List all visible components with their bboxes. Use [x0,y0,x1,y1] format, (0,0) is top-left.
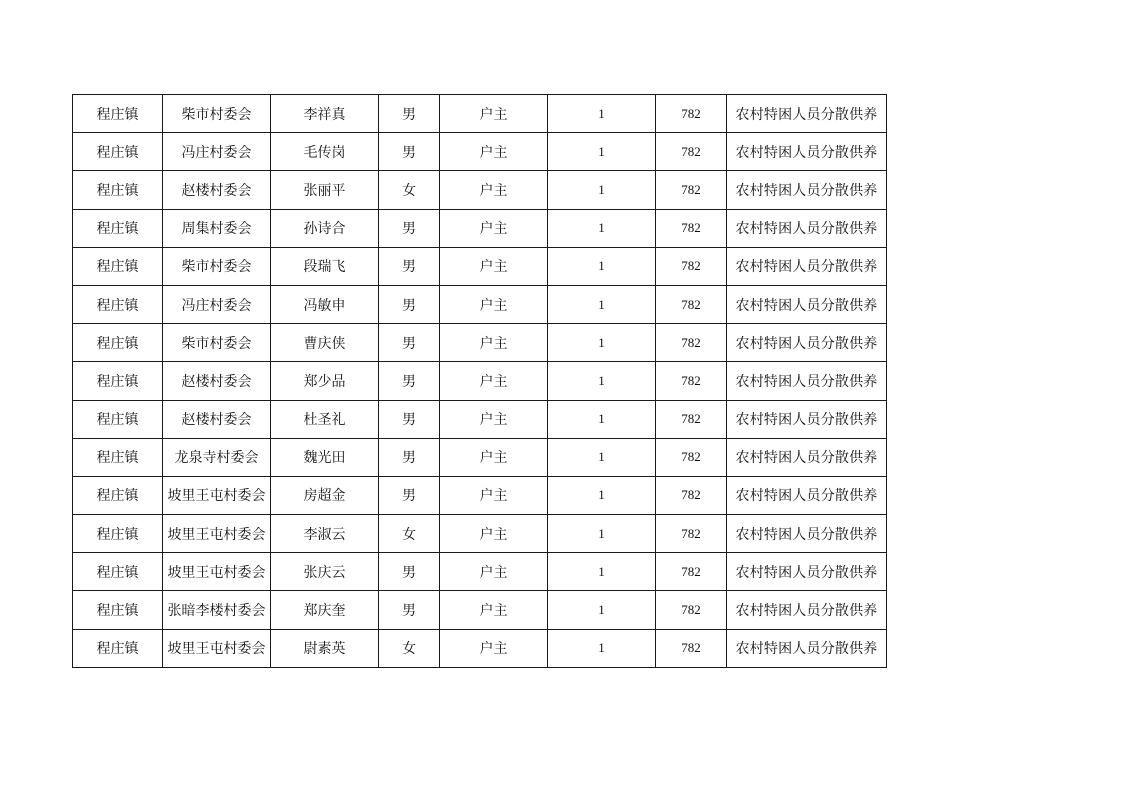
table-row [73,247,887,285]
gender-cell: 女 [379,629,440,667]
gender-cell: 男 [379,438,440,476]
gender-cell: 男 [379,247,440,285]
gender-cell: 男 [379,285,440,323]
village-committee-cell: 冯庄村委会 [163,133,271,171]
table-row [73,629,887,667]
name-cell: 孙诗合 [271,209,379,247]
table-row [73,553,887,591]
household-size-cell: 1 [548,133,656,171]
town-cell: 程庄镇 [73,476,163,514]
name-cell: 魏光田 [271,438,379,476]
name-cell: 郑庆奎 [271,591,379,629]
household-size-cell: 1 [548,209,656,247]
village-committee-cell: 冯庄村委会 [163,285,271,323]
town-cell: 程庄镇 [73,285,163,323]
village-committee-cell: 赵楼村委会 [163,400,271,438]
amount-cell: 782 [656,285,727,323]
gender-cell: 男 [379,476,440,514]
household-size-cell: 1 [548,515,656,553]
category-cell: 农村特困人员分散供养 [727,629,887,667]
gender-cell: 男 [379,400,440,438]
town-cell: 程庄镇 [73,591,163,629]
table-row [73,515,887,553]
relation-cell: 户主 [440,209,548,247]
village-committee-cell: 坡里王屯村委会 [163,553,271,591]
gender-cell: 男 [379,324,440,362]
amount-cell: 782 [656,591,727,629]
category-cell: 农村特困人员分散供养 [727,285,887,323]
amount-cell: 782 [656,476,727,514]
records-table [72,94,887,668]
name-cell: 尉素英 [271,629,379,667]
household-size-cell: 1 [548,324,656,362]
amount-cell: 782 [656,629,727,667]
table-row [73,133,887,171]
household-size-cell: 1 [548,591,656,629]
gender-cell: 男 [379,209,440,247]
relation-cell: 户主 [440,133,548,171]
gender-cell: 女 [379,171,440,209]
category-cell: 农村特困人员分散供养 [727,591,887,629]
relation-cell: 户主 [440,553,548,591]
household-size-cell: 1 [548,171,656,209]
amount-cell: 782 [656,247,727,285]
gender-cell: 男 [379,591,440,629]
relation-cell: 户主 [440,476,548,514]
relation-cell: 户主 [440,515,548,553]
table-row [73,362,887,400]
relation-cell: 户主 [440,591,548,629]
table-row [73,171,887,209]
amount-cell: 782 [656,362,727,400]
category-cell: 农村特困人员分散供养 [727,553,887,591]
household-size-cell: 1 [548,400,656,438]
category-cell: 农村特困人员分散供养 [727,438,887,476]
amount-cell: 782 [656,209,727,247]
gender-cell: 男 [379,553,440,591]
town-cell: 程庄镇 [73,515,163,553]
category-cell: 农村特困人员分散供养 [727,476,887,514]
relation-cell: 户主 [440,362,548,400]
amount-cell: 782 [656,171,727,209]
town-cell: 程庄镇 [73,553,163,591]
town-cell: 程庄镇 [73,324,163,362]
relation-cell: 户主 [440,400,548,438]
household-size-cell: 1 [548,476,656,514]
table-row [73,591,887,629]
amount-cell: 782 [656,400,727,438]
table-row [73,324,887,362]
town-cell: 程庄镇 [73,400,163,438]
village-committee-cell: 张暗李楼村委会 [163,591,271,629]
village-committee-cell: 柴市村委会 [163,247,271,285]
village-committee-cell: 坡里王屯村委会 [163,515,271,553]
category-cell: 农村特困人员分散供养 [727,515,887,553]
table-row [73,476,887,514]
relation-cell: 户主 [440,285,548,323]
village-committee-cell: 柴市村委会 [163,324,271,362]
name-cell: 杜圣礼 [271,400,379,438]
village-committee-cell: 赵楼村委会 [163,171,271,209]
table-row [73,95,887,133]
category-cell: 农村特困人员分散供养 [727,171,887,209]
name-cell: 张丽平 [271,171,379,209]
household-size-cell: 1 [548,362,656,400]
amount-cell: 782 [656,95,727,133]
town-cell: 程庄镇 [73,95,163,133]
name-cell: 李淑云 [271,515,379,553]
town-cell: 程庄镇 [73,362,163,400]
amount-cell: 782 [656,133,727,171]
name-cell: 曹庆侠 [271,324,379,362]
relation-cell: 户主 [440,438,548,476]
relation-cell: 户主 [440,171,548,209]
gender-cell: 女 [379,515,440,553]
table-body [73,95,887,668]
household-size-cell: 1 [548,553,656,591]
category-cell: 农村特困人员分散供养 [727,324,887,362]
amount-cell: 782 [656,324,727,362]
town-cell: 程庄镇 [73,247,163,285]
gender-cell: 男 [379,133,440,171]
village-committee-cell: 坡里王屯村委会 [163,629,271,667]
table-row [73,438,887,476]
category-cell: 农村特困人员分散供养 [727,209,887,247]
category-cell: 农村特困人员分散供养 [727,400,887,438]
name-cell: 毛传岗 [271,133,379,171]
household-size-cell: 1 [548,629,656,667]
name-cell: 李祥真 [271,95,379,133]
household-size-cell: 1 [548,247,656,285]
village-committee-cell: 龙泉寺村委会 [163,438,271,476]
category-cell: 农村特困人员分散供养 [727,95,887,133]
village-committee-cell: 柴市村委会 [163,95,271,133]
table-row [73,285,887,323]
village-committee-cell: 坡里王屯村委会 [163,476,271,514]
relation-cell: 户主 [440,247,548,285]
name-cell: 张庆云 [271,553,379,591]
table-row [73,209,887,247]
category-cell: 农村特困人员分散供养 [727,133,887,171]
name-cell: 段瑞飞 [271,247,379,285]
table-row [73,400,887,438]
gender-cell: 男 [379,362,440,400]
name-cell: 房超金 [271,476,379,514]
town-cell: 程庄镇 [73,171,163,209]
household-size-cell: 1 [548,95,656,133]
village-committee-cell: 赵楼村委会 [163,362,271,400]
relation-cell: 户主 [440,95,548,133]
gender-cell: 男 [379,95,440,133]
town-cell: 程庄镇 [73,438,163,476]
village-committee-cell: 周集村委会 [163,209,271,247]
town-cell: 程庄镇 [73,629,163,667]
town-cell: 程庄镇 [73,209,163,247]
relation-cell: 户主 [440,629,548,667]
household-size-cell: 1 [548,438,656,476]
category-cell: 农村特困人员分散供养 [727,247,887,285]
relation-cell: 户主 [440,324,548,362]
amount-cell: 782 [656,515,727,553]
name-cell: 郑少品 [271,362,379,400]
amount-cell: 782 [656,553,727,591]
category-cell: 农村特困人员分散供养 [727,362,887,400]
household-size-cell: 1 [548,285,656,323]
amount-cell: 782 [656,438,727,476]
town-cell: 程庄镇 [73,133,163,171]
name-cell: 冯敏申 [271,285,379,323]
